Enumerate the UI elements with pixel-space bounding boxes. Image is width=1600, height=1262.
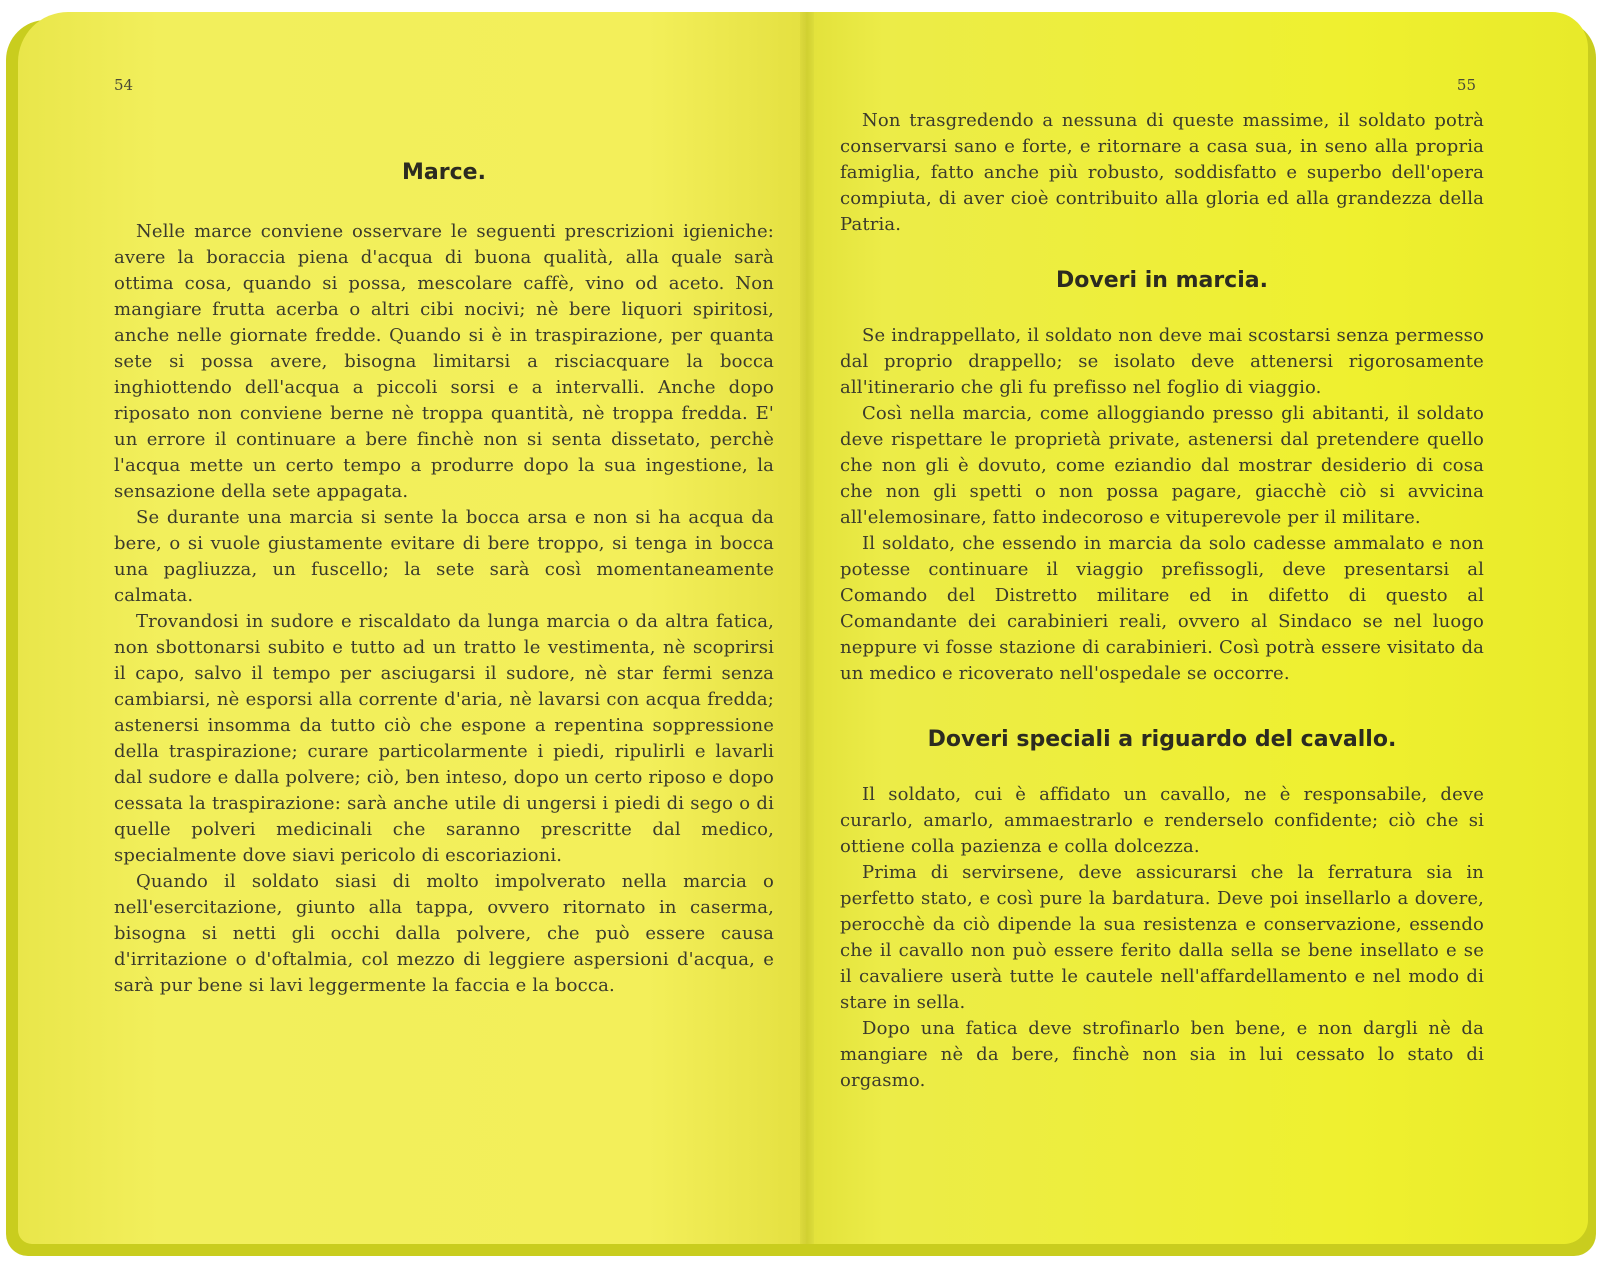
paragraph: Il soldato, che essendo in marcia da solo cadesse ammalato e non potesse continuare il viaggio prefissogli, deve presentarsi al Comando del Distretto militare ed in difetto di questo al Comandante dei carabinieri reali, ovvero al Sindaco se nel luogo neppure vi fosse stazione di carabinieri. Così potrà essere visitato da un medico e ricoverato nell'ospedale se occorre. (840, 533, 1484, 684)
page-number-right: 55 (1456, 76, 1476, 94)
heading-marce: Marce. (402, 160, 486, 185)
paragraph: Se indrappellato, il soldato non deve mai scostarsi senza permesso dal proprio drappello; se isolato deve attenersi rigorosamente all'itinerario che gli fu prefisso nel foglio di viaggio. (840, 325, 1484, 398)
right-page (806, 12, 1588, 1244)
paragraph: Trovandosi in sudore e riscaldato da lunga marcia o da altra fatica, non sbottonarsi subito e tutto ad un tratto le vestimenta, nè scoprirsi il capo, salvo il tempo per asciugarsi il sudore, nè star fermi senza cambiarsi, nè esporsi alla corrente d'aria, nè lavarsi con acqua fredda; astenersi insomma da tutto ciò che espone a repentina soppressione della traspirazione; curare particolarmente i piedi, ripulirli e lavarli dal sudore e dalla polvere; ciò, ben inteso, dopo un certo riposo e dopo cessata la traspirazione: sarà anche utile di ungersi i piedi di sego o di quelle polveri medicinali che saranno prescritte dal medico, specialmente dove siavi pericolo di escoriazioni. (114, 611, 774, 866)
paragraph: Se durante una marcia si sente la bocca arsa e non si ha acqua da bere, o si vuole giustamente evitare di bere troppo, si tenga in bocca una pagliuzza, un fuscello; la sete sarà così momentaneamente calmata. (114, 507, 774, 606)
book-gutter (800, 12, 814, 1244)
paragraph: Dopo una fatica deve strofinarlo ben bene, e non dargli nè da mangiare nè da bere, finchè non sia in lui cessato lo stato di orgasmo. (840, 1018, 1484, 1091)
paragraph: Nelle marce conviene osservare le seguenti prescrizioni igieniche: avere la boraccia piena d'acqua di buona qualità, alla quale sarà ottima cosa, quando si possa, mescolare caffè, vino od aceto. Non mangiare frutta acerba o altri cibi nocivi; nè bere liquori spiritosi, anche nelle giornate fredde. Quando si è in traspirazione, per quanta sete si possa avere, bisogna limitarsi a risciacquare la bocca inghiottendo dell'acqua a piccoli sorsi e a intervalli. Anche dopo riposato non conviene berne nè troppa quantità, nè troppa fredda. E' un errore il continuare a bere finchè non si senta dissetato, perchè l'acqua mette un certo tempo a produrre dopo la sua ingestione, la sensazione della sete appagata. (114, 221, 774, 502)
heading-doveri-speciali-cavallo: Doveri speciali a riguardo del cavallo. (927, 727, 1397, 752)
intro-paragraph: Non trasgredendo a nessuna di queste massime, il soldato potrà conservarsi sano e forte, e ritornare a casa sua, in seno alla propria famiglia, fatto anche più robusto, soddisfatto e superbo dell'opera compiuta, di aver cioè contribuito alla gloria ed alla grandezza della Patria. (840, 110, 1484, 235)
paragraph: Prima di servirsene, deve assicurarsi che la ferratura sia in perfetto stato, e così pure la bardatura. Deve poi insellarlo a dovere, perocchè da ciò dipende la sua resistenza e conservazione, essendo che il cavallo non può essere ferito dalla sella se bene insellato e se il cavaliere userà tutte le cautele nell'affardellamento e nel modo di stare in sella. (840, 862, 1484, 1013)
heading-doveri-in-marcia: Doveri in marcia. (1056, 268, 1268, 293)
right-page-content (840, 108, 1484, 1094)
paragraph: Quando il soldato siasi di molto impolverato nella marcia o nell'esercitazione, giunto alla tappa, ovvero ritornato in caserma, bisogna si netti gli occhi dalla polvere, che può essere causa d'irritazione o d'oftalmia, col mezzo di leggiere aspersioni d'acqua, e sarà pur bene si lavi leggermente la faccia e la bocca. (114, 871, 774, 996)
left-page (18, 12, 806, 1244)
paragraph: Così nella marcia, come alloggiando presso gli abitanti, il soldato deve rispettare le proprietà private, astenersi dal pretendere quello che non gli è dovuto, come eziandio dal mostrar desiderio di cosa che non gli spetti o non possa pagare, giacchè ciò si avvicina all'elemosinare, fatto indecoroso e vituperevole per il militare. (840, 403, 1484, 528)
paragraph: Il soldato, cui è affidato un cavallo, ne è responsabile, deve curarlo, amarlo, ammaestrarlo e renderselo confidente; ciò che si ottiene colla pazienza e colla dolcezza. (840, 784, 1484, 857)
page-number-left: 54 (114, 76, 134, 94)
left-page-content (114, 108, 774, 999)
